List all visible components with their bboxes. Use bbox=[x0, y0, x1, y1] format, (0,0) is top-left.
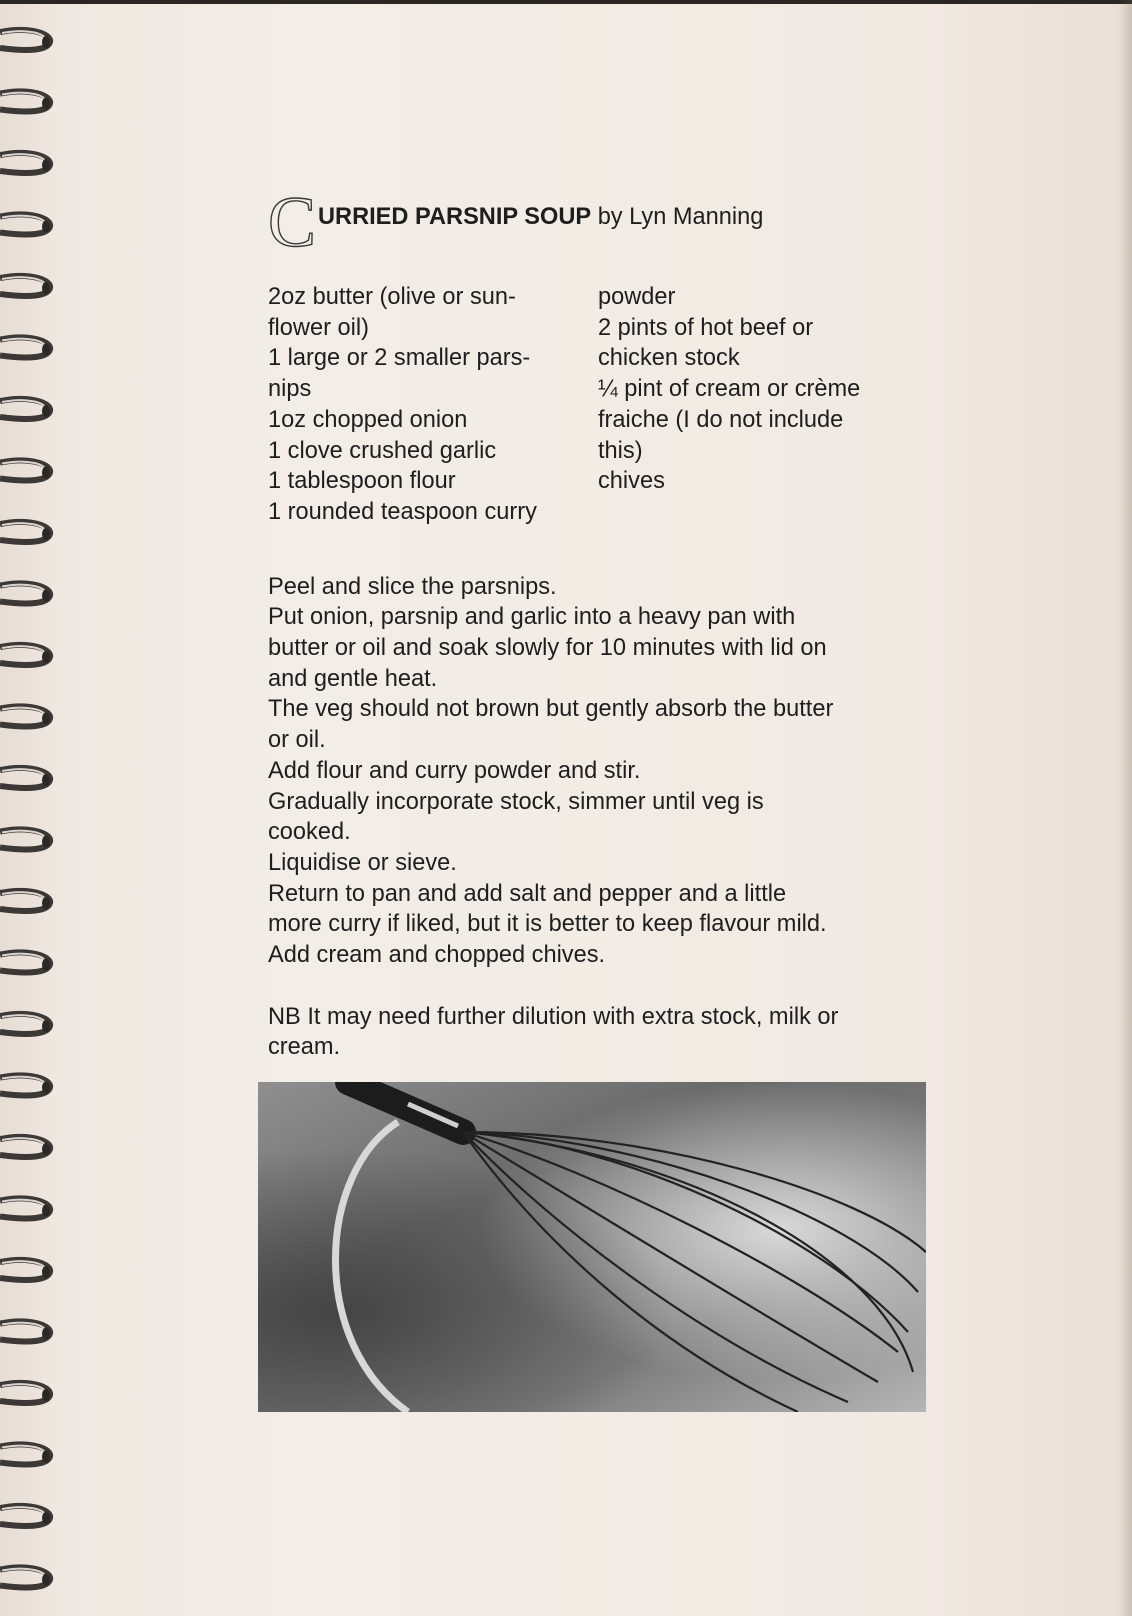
title-drop-cap: C bbox=[268, 182, 317, 262]
binding-hole bbox=[42, 774, 50, 786]
binding-hole bbox=[42, 713, 50, 725]
binding-hole bbox=[42, 1574, 50, 1586]
whisk-image bbox=[258, 1082, 926, 1412]
ingredients-list bbox=[268, 282, 928, 528]
title-text: URRIED PARSNIP SOUP bbox=[318, 204, 592, 230]
binding-hole bbox=[42, 1205, 50, 1217]
note-line: cream. bbox=[268, 1034, 341, 1061]
ingredient-line: flower oil) bbox=[268, 314, 369, 341]
binding-hole bbox=[42, 836, 50, 848]
binding-hole bbox=[42, 590, 50, 602]
binding-hole bbox=[42, 98, 50, 110]
ingredient-line: 1 clove crushed garlic bbox=[268, 437, 497, 464]
binding-hole bbox=[42, 1266, 50, 1278]
ingredient-line: 2 pints of hot beef or bbox=[598, 314, 814, 341]
ingredient-line: chives bbox=[598, 468, 665, 495]
method-line: butter or oil and soak slowly for 10 minutes with lid on bbox=[268, 635, 827, 662]
byline: by Lyn Manning bbox=[597, 204, 764, 230]
ingredient-line: 1 tablespoon flour bbox=[268, 468, 456, 495]
method-line: Put onion, parsnip and garlic into a heavy pan with bbox=[268, 604, 796, 631]
method-text bbox=[268, 572, 928, 971]
ingredient-line: this) bbox=[598, 437, 643, 464]
method-line: Peel and slice the parsnips. bbox=[268, 573, 557, 600]
spiral-binding bbox=[0, 0, 70, 1616]
binding-hole bbox=[42, 651, 50, 663]
ingredient-line: 1oz chopped onion bbox=[268, 406, 468, 433]
ingredients-column-1 bbox=[268, 282, 598, 528]
ingredient-line: ¼ pint of cream or crème bbox=[598, 376, 861, 403]
ingredient-line: chicken stock bbox=[598, 345, 740, 372]
whisk-photo bbox=[258, 1082, 926, 1412]
method-line: and gentle heat. bbox=[268, 665, 438, 692]
binding-hole bbox=[42, 1328, 50, 1340]
recipe-note bbox=[268, 1002, 928, 1063]
binding-hole bbox=[42, 1389, 50, 1401]
binding-hole bbox=[42, 1143, 50, 1155]
binding-hole bbox=[42, 1082, 50, 1094]
ingredient-line: 1 large or 2 smaller pars- bbox=[268, 345, 531, 372]
binding-hole bbox=[42, 344, 50, 356]
ingredient-line: powder bbox=[598, 284, 676, 310]
binding-hole bbox=[42, 36, 50, 48]
binding-hole bbox=[42, 1512, 50, 1524]
binding-hole bbox=[42, 282, 50, 294]
binding-hole bbox=[42, 897, 50, 909]
method-line: Add cream and chopped chives. bbox=[268, 942, 606, 969]
page-right-edge bbox=[1118, 0, 1132, 1616]
binding-hole bbox=[42, 528, 50, 540]
note-line: NB It may need further dilution with extra stock, milk or bbox=[268, 1003, 839, 1030]
binding-hole bbox=[42, 467, 50, 479]
method-line: Gradually incorporate stock, simmer until veg is bbox=[268, 788, 764, 815]
recipe-content bbox=[268, 182, 928, 1063]
page-top-edge bbox=[0, 0, 1132, 4]
recipe-title bbox=[268, 182, 928, 266]
method-line: The veg should not brown but gently absorb the butter bbox=[268, 696, 834, 723]
method-line: Add flour and curry powder and stir. bbox=[268, 757, 641, 784]
method-line: cooked. bbox=[268, 819, 351, 846]
method-line: Return to pan and add salt and pepper and a little bbox=[268, 880, 787, 907]
binding-hole bbox=[42, 159, 50, 171]
binding-hole bbox=[42, 1451, 50, 1463]
ingredients-column-2 bbox=[598, 282, 928, 528]
method-line: Liquidise or sieve. bbox=[268, 849, 457, 876]
ingredient-line: 1 rounded teaspoon curry bbox=[268, 498, 537, 525]
method-line: more curry if liked, but it is better to keep flavour mild. bbox=[268, 911, 827, 938]
ingredient-line: fraiche (I do not include bbox=[598, 406, 844, 433]
binding-hole bbox=[42, 221, 50, 233]
ingredient-line: nips bbox=[268, 376, 312, 403]
binding-hole bbox=[42, 959, 50, 971]
method-line: or oil. bbox=[268, 727, 326, 754]
binding-hole bbox=[42, 1020, 50, 1032]
ingredient-line: 2oz butter (olive or sun- bbox=[268, 284, 516, 310]
binding-hole bbox=[42, 405, 50, 417]
